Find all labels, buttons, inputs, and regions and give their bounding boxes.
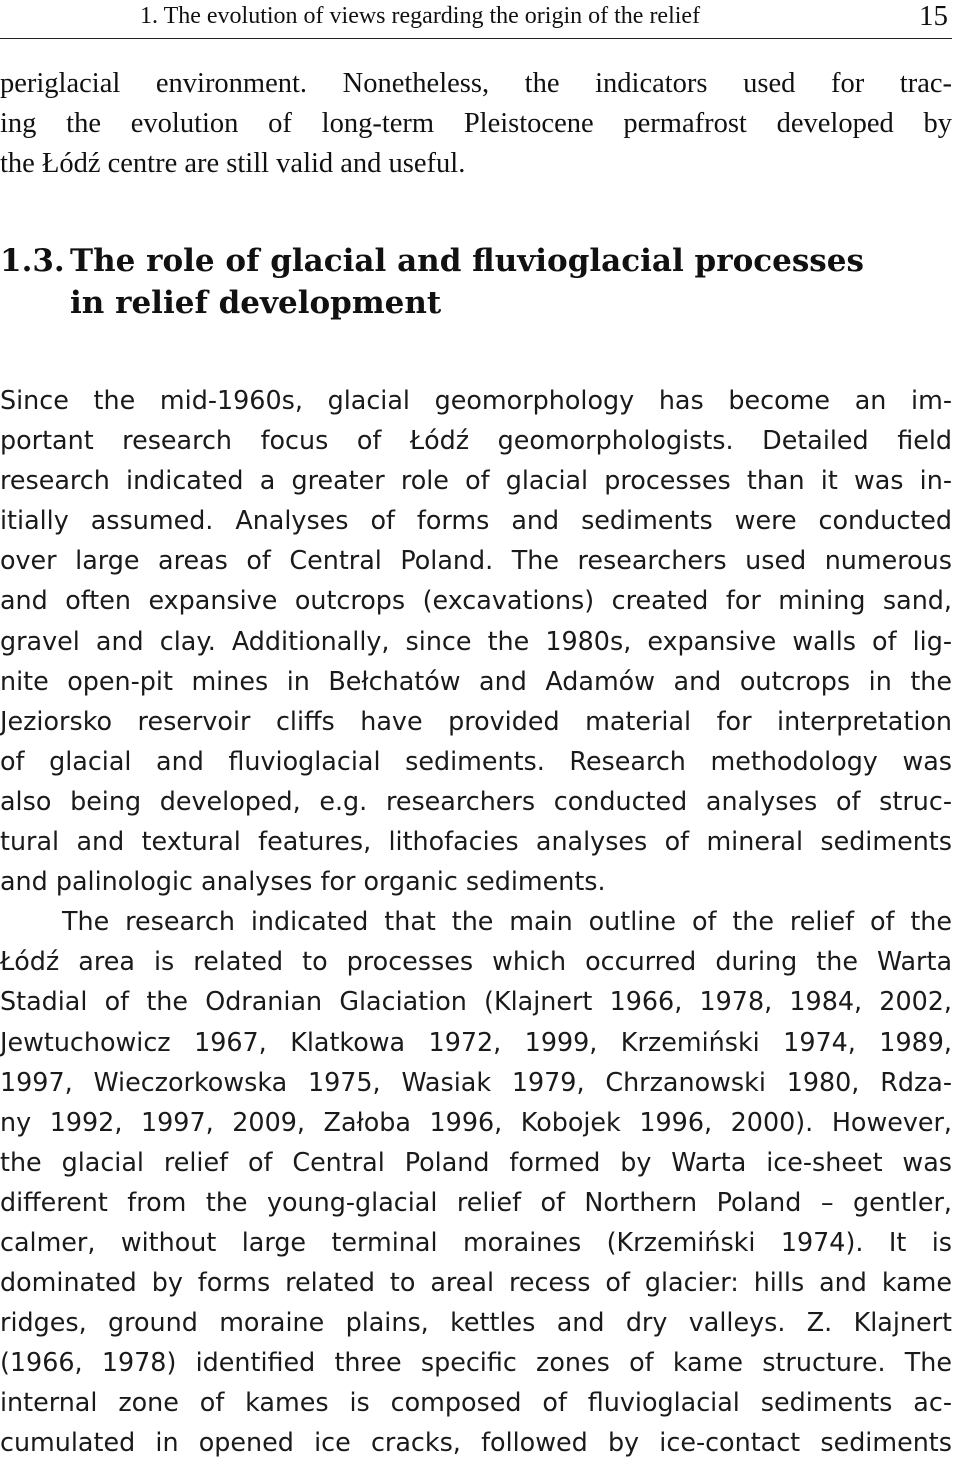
text-line: Łódź area is related to processes which occurred during the Warta xyxy=(0,946,952,977)
text-line: itially assumed. Analyses of forms and sediments were conducted xyxy=(0,505,952,536)
text-line: and often expansive outcrops (excavations) created for mining sand, xyxy=(0,585,952,616)
text-line: (1966, 1978) identified three specific zones of kame structure. The xyxy=(0,1347,952,1378)
text-line: ridges, ground moraine plains, kettles and dry valleys. Z. Klajnert xyxy=(0,1307,952,1338)
text-line: gravel and clay. Additionally, since the 1980s, expansive walls of lig- xyxy=(0,625,952,656)
text-line: Stadial of the Odranian Glaciation (Klajnert 1966, 1978, 1984, 2002, xyxy=(0,986,952,1017)
section-body xyxy=(0,380,952,1463)
text-line: 1997, Wieczorkowska 1975, Wasiak 1979, Chrzanowski 1980, Rdza- xyxy=(0,1066,952,1097)
text-line: over large areas of Central Poland. The researchers used numerous xyxy=(0,545,952,576)
paragraph-2 xyxy=(0,901,952,1462)
paragraph-1 xyxy=(0,380,952,901)
text-line: also being developed, e.g. researchers conducted analyses of struc- xyxy=(0,785,952,816)
text-line: the glacial relief of Central Poland formed by Warta ice-sheet was xyxy=(0,1146,952,1177)
text-line: cumulated in opened ice cracks, followed by ice-contact sediments xyxy=(0,1427,952,1458)
chapter-title: 1. The evolution of views regarding the origin of the relief xyxy=(140,3,701,29)
carryover-paragraph xyxy=(0,64,952,184)
section-title-line1: The role of glacial and fluvioglacial processes xyxy=(70,243,864,279)
text-line: calmer, without large terminal moraines (Krzemiński 1974). It is xyxy=(0,1226,952,1257)
section-number: 1.3. xyxy=(0,243,65,279)
text-line: dominated by forms related to areal recess of glacier: hills and kame xyxy=(0,1267,952,1298)
text-line: of glacial and fluvioglacial sediments. Research methodology was xyxy=(0,745,952,776)
section-title-line2: in relief development xyxy=(70,285,442,321)
section-heading xyxy=(0,240,952,324)
text-line: different from the young-glacial relief of Northern Poland – gentler, xyxy=(0,1186,952,1217)
text-line: Jeziorsko reservoir cliffs have provided material for interpretation xyxy=(0,705,952,736)
text-line: internal zone of kames is composed of fluvioglacial sediments ac- xyxy=(0,1387,952,1418)
text-line: Since the mid-1960s, glacial geomorphology has become an im- xyxy=(0,385,952,415)
text-line: The research indicated that the main outline of the relief of the xyxy=(62,906,952,937)
text-line: and palinologic analyses for organic sediments. xyxy=(0,866,606,897)
text-line: nite open-pit mines in Bełchatów and Adamów and outcrops in the xyxy=(0,665,952,696)
text-line: tural and textural features, lithofacies analyses of mineral sediments xyxy=(0,826,952,857)
running-head xyxy=(0,0,952,39)
text-line: the Łódź centre are still valid and useful. xyxy=(0,148,466,179)
text-line: ing the evolution of long-term Pleistocene permafrost developed by xyxy=(0,108,952,139)
text-line: research indicated a greater role of glacial processes than it was in- xyxy=(0,465,952,496)
text-line: portant research focus of Łódź geomorphologists. Detailed field xyxy=(0,425,952,456)
page-number: 15 xyxy=(919,0,948,32)
text-line: Jewtuchowicz 1967, Klatkowa 1972, 1999, Krzemiński 1974, 1989, xyxy=(0,1026,952,1057)
text-line: periglacial environment. Nonetheless, the indicators used for trac- xyxy=(0,68,952,99)
text-line: ny 1992, 1997, 2009, Załoba 1996, Kobojek 1996, 2000). However, xyxy=(0,1106,952,1137)
